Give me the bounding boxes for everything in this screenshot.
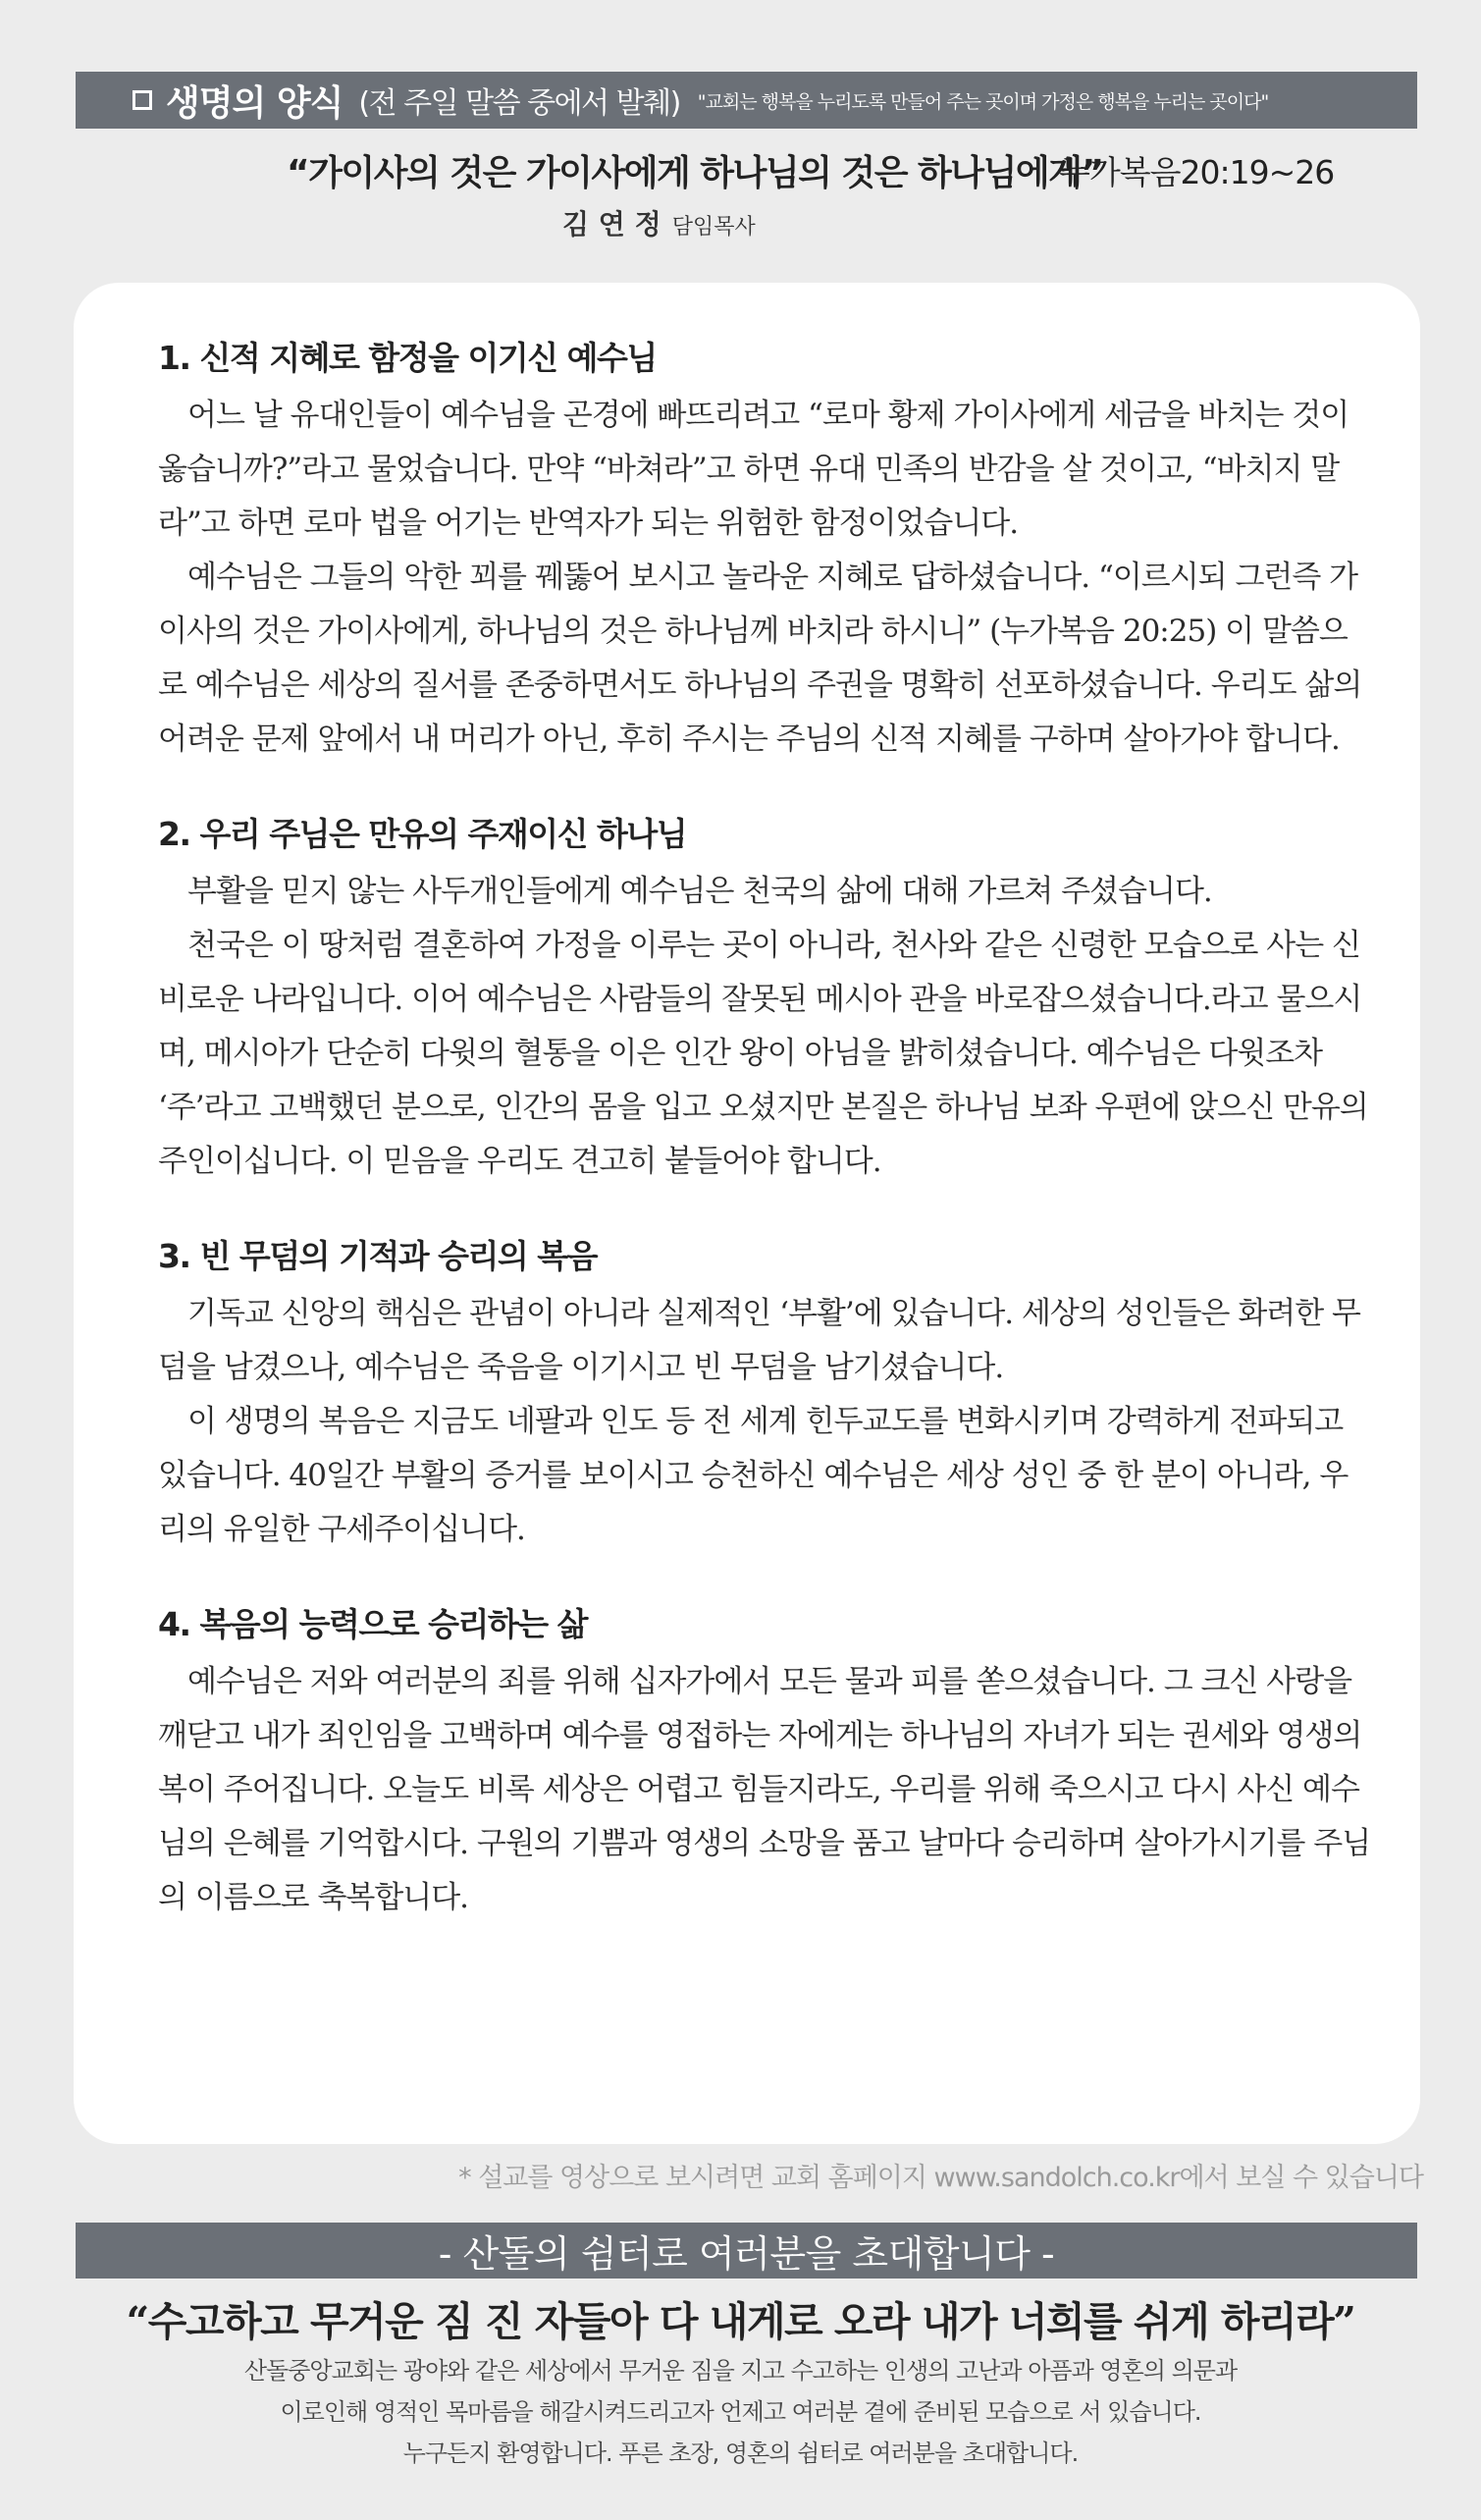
banner-subtitle: (전 주일 말씀 중에서 발췌) — [358, 86, 680, 121]
header-banner — [76, 72, 1417, 129]
section-paragraph: 기독교 신앙의 핵심은 관념이 아니라 실제적인 ‘부활’에 있습니다. 세상의 성인들은 화려한 무덤을 남겼으나, 예수님은 죽음을 이기시고 빈 무덤을 남기셨습니다. — [158, 1296, 1360, 1385]
invitation-banner: - 산돌의 쉼터로 여러분을 초대합니다 - — [76, 2223, 1417, 2279]
invitation-line: 이로인해 영적인 목마름을 해갈시켜드리고자 언제고 여러분 곁에 준비된 모습으로 서 있습니다. — [280, 2398, 1201, 2426]
preacher — [562, 203, 756, 242]
invitation-line: 누구든지 환영합니다. 푸른 초장, 영혼의 쉼터로 여러분을 초대합니다. — [402, 2440, 1079, 2467]
section-paragraph: 어느 날 유대인들이 예수님을 곤경에 빠뜨리려고 “로마 황제 가이사에게 세금을 바치는 것이 옳습니까?”라고 물었습니다. 만약 “바쳐라”고 하면 유대 민족의 반감을 살 것이고, “바치지 말라”고 하면 로마 법을 어기는 반역자가 되는 위험한 함정이었습니다. — [158, 398, 1349, 541]
preacher-name: 김 연 정 — [562, 208, 661, 241]
preacher-role: 담임목사 — [671, 215, 756, 240]
section-paragraph: 천국은 이 땅처럼 결혼하여 가정을 이루는 곳이 아니라, 천사와 같은 신령한 모습으로 사는 신비로운 나라입니다. 이어 예수님은 사람들의 잘못된 메시아 관을 바로잡으셨습니다.라고 물으시며, 메시아가 단순히 다윗의 혈통을 이은 인간 왕이 아님을 밝히셨습니다. 예수님은 다윗조차 ‘주’라고 고백했던 분으로, 인간의 몸을 입고 오셨지만 본질은 하나님 보좌 우편에 앉으신 만유의 주인이십니다. 이 믿음을 우리도 견고히 붙들어야 합니다. — [158, 928, 1368, 1179]
sermon-section — [158, 1602, 1373, 1925]
checkbox-icon — [132, 90, 152, 110]
section-heading: 2. 우리 주님은 만유의 주재이신 하나님 — [158, 815, 687, 853]
invitation-quote: “수고하고 무거운 짐 진 자들아 다 내게로 오라 내가 너희를 쉬게 하리라” — [126, 2298, 1355, 2345]
invitation-body — [0, 2350, 1481, 2474]
section-heading: 3. 빈 무덤의 기적과 승리의 복음 — [158, 1237, 597, 1275]
sermon-section — [158, 1234, 1373, 1557]
section-paragraph: 예수님은 그들의 악한 꾀를 꿰뚫어 보시고 놀라운 지혜로 답하셨습니다. “이르시되 그런즉 가이사의 것은 가이사에게, 하나님의 것은 하나님께 바치라 하시니” (누가복음 20:25) 이 말씀으로 예수님은 세상의 질서를 존중하면서도 하나님의 주권을 명확히 선포하셨습니다. 우리도 삶의 어려운 문제 앞에서 내 머리가 아닌, 후히 주시는 주님의 신적 지혜를 구하며 살아가야 합니다. — [158, 560, 1362, 757]
invitation-line: 산돌중앙교회는 광야와 같은 세상에서 무거운 짐을 지고 수고하는 인생의 고난과 아픔과 영혼의 의문과 — [243, 2357, 1238, 2385]
video-note: * 설교를 영상으로 보시려면 교회 홈페이지 www.sandolch.co.kr에서 보실 수 있습니다 — [458, 2163, 1423, 2193]
section-paragraph: 부활을 믿지 않는 사두개인들에게 예수님은 천국의 삶에 대해 가르쳐 주셨습니다. — [187, 874, 1212, 909]
section-paragraph: 이 생명의 복음은 지금도 네팔과 인도 등 전 세계 힌두교도를 변화시키며 강력하게 전파되고 있습니다. 40일간 부활의 증거를 보이시고 승천하신 예수님은 세상 성인 중 한 분이 아니라, 우리의 유일한 구세주이십니다. — [158, 1404, 1349, 1547]
sermon-section — [158, 812, 1373, 1189]
sermon-section — [158, 336, 1373, 767]
banner-motto: "교회는 행복을 누리도록 만들어 주는 곳이며 가정은 행복을 누리는 곳이다" — [697, 90, 1269, 113]
banner-title: 생명의 양식 — [166, 82, 344, 124]
section-heading: 4. 복음의 능력으로 승리하는 삶 — [158, 1605, 587, 1643]
sermon-title: “가이사의 것은 가이사에게 하나님의 것은 하나님에게” — [287, 153, 1103, 193]
sermon-content-card — [74, 283, 1420, 2144]
scripture-reference: 누가복음20:19~26 — [1059, 153, 1335, 191]
section-heading: 1. 신적 지혜로 함정을 이기신 예수님 — [158, 339, 657, 377]
section-paragraph: 예수님은 저와 여러분의 죄를 위해 십자가에서 모든 물과 피를 쏟으셨습니다. 그 크신 사랑을 깨닫고 내가 죄인임을 고백하며 예수를 영접하는 자에게는 하나님의 자녀가 되는 권세와 영생의 복이 주어집니다. 오늘도 비록 세상은 어렵고 힘들지라도, 우리를 위해 죽으시고 다시 사신 예수님의 은혜를 기억합시다. 구원의 기쁨과 영생의 소망을 품고 날마다 승리하며 살아가시기를 주님의 이름으로 축복합니다. — [158, 1664, 1371, 1915]
